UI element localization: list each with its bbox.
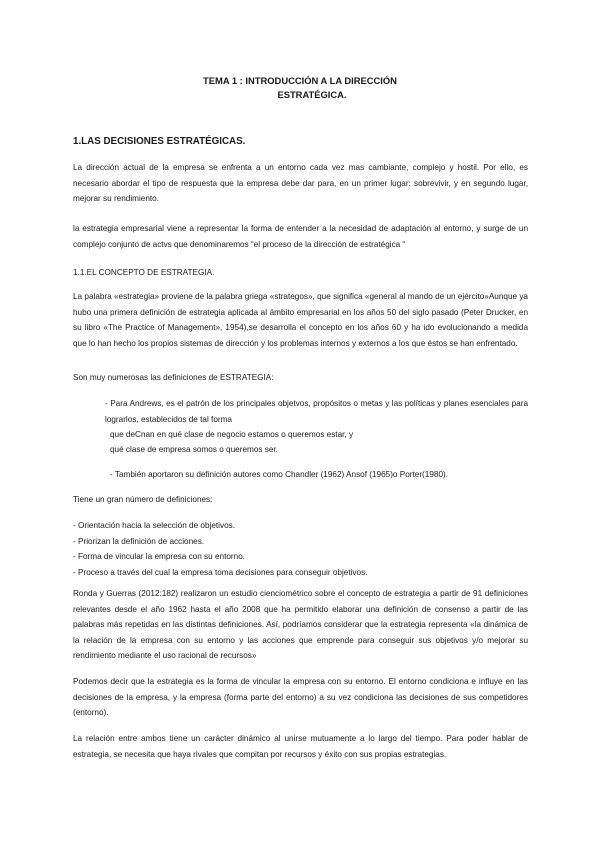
subsection-heading: 1.1.EL CONCEPTO DE ESTRATEGIA. [73,268,215,277]
section-heading: 1.LAS DECISIONES ESTRATÉGICAS. [73,136,246,147]
paragraph-relacion-dinamica: La relación entre ambos tiene un carácter dinámico al unirse mutuamente a lo largo del tiempo. Para poder hablar de estrategia, se necesita que haya rivales que compitan por recursos y éxito con sus propias estrategias. [73,734,528,759]
list-item: - Forma de vincular la empresa con su entorno. [73,552,246,561]
definitions-list [73,518,528,580]
document-title [0,74,600,102]
paragraph-ronda-guerras: Ronda y Guerras (2012:182) realizaron un estudio cienciométrico sobre el concepto de estrategia a partir de 91 definiciones relevantes desde el año 1962 hasta el año 2008 que ha permitido elaborar una definición de consenso a partir de las palabras más repetidas en las distintas definiciones. Así, podríamos considerar que la estrategia representa «la dinámica de la relación de la empresa con su entorno y las acciones que emprende para conseguir sus objetivos y/o mejorar su rendimiento mediante el uso racional de recursos» [73,589,528,660]
definition-authors: - También aportaron su definición autores como Chandler (1962) Ansof (1965)o Porter(1980). [110,470,448,479]
paragraph-definiciones-intro: Son muy numerosas las definiciones de ESTRATEGIA: [73,373,274,382]
title-line-1: TEMA 1 : INTRODUCCIÓN A LA DIRECCIÓN [203,75,397,86]
list-item: - Orientación hacia la selección de objetivos. [73,521,236,530]
definition-andrews-line-2: que deCnan en qué clase de negocio estamos o queremos estar, y [110,430,354,439]
paragraph-estrategia-empresarial: la estrategia empresarial viene a representar la forma de entender a la necesidad de adaptación al entorno, y surge de un complejo conjunto de actvs que denominaremos “el proceso de la dirección de estratégica “ [73,224,528,249]
title-line-2: ESTRATÉGICA. [277,89,347,100]
list-item: - Proceso a través del cual la empresa toma decisiones para conseguir objetivos. [73,567,368,577]
definition-andrews: - Para Andrews, es el patrón de los principales objetvos, propósitos o metas y las políticas y planes esenciales para lograrlos, establecidos de tal forma [105,399,528,424]
list-item: - Priorizan la definición de acciones. [73,536,205,546]
definition-andrews-line-3: qué clase de empresa somos o queremos ser. [110,445,278,454]
paragraph-numero-definiciones: Tiene un gran número de definiciones: [73,495,213,504]
paragraph-vincular-entorno: Podemos decir que la estrategia es la forma de vincular la empresa con su entorno. El entorno condiciona e influye en las decisiones de la empresa, y la empresa (forma parte del entorno) a su vez condiciona las decisiones de sus competidores (entorno). [73,677,528,717]
paragraph-entorno: La dirección actual de la empresa se enfrenta a un entorno cada vez mas cambiante, complejo y hostil. Por ello, es necesario abordar el tipo de respuesta que la empresa debe dar para, en un primer lugar: sobrevivir, y en segundo lugar, mejorar su rendimiento. [73,163,528,203]
paragraph-etimologia: La palabra «estrategia» proviene de la palabra griega «strategos», que significa «general al mando de un ejército»Aunque ya hubo una primera definición de estrategia aplicada al ámbito empresarial en los años 50 del siglo pasado (Peter Drucker, en su libro «The Practice of Management», 1954),se desarrolla el concepto en los años 60 y ha ido evolucionando a medida que lo han hecho los propios sistemas de dirección y los problemas internos y externos a los que éstos se han enfrentado. [73,292,528,348]
